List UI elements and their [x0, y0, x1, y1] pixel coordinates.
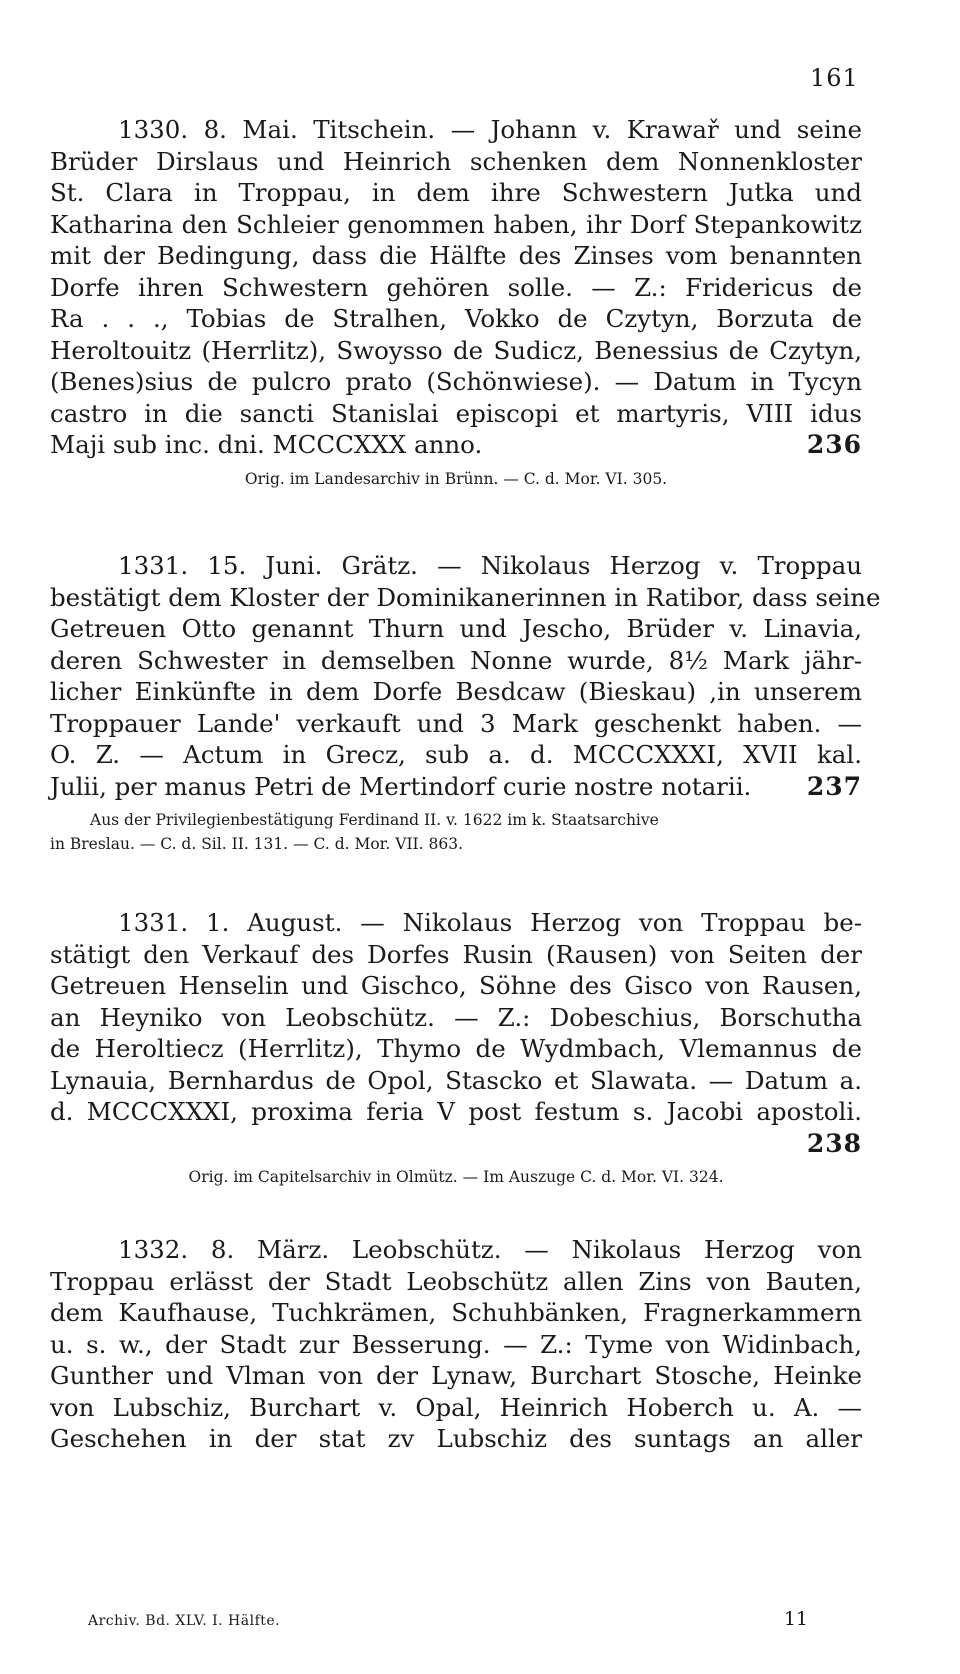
source-note	[50, 808, 862, 856]
text-line: Maji sub inc. dni. MCCCXXX anno.	[50, 430, 483, 459]
entry-text	[50, 1234, 862, 1455]
text-line: Lynauia, Bernhardus de Opol, Stascko et Slawata. — Datum a.	[50, 1065, 862, 1095]
source-note	[50, 1165, 862, 1189]
register-entry-236	[50, 114, 862, 491]
text-line: castro in die sancti Stanislai episcopi et martyris, VIII idus	[50, 398, 862, 428]
text-line: St. Clara in Troppau, in dem ihre Schwestern Jutka und	[50, 178, 862, 207]
text-line: Ra . . ., Tobias de Stralhen, Vokko de Czytyn, Borzuta de	[50, 304, 862, 333]
text-line: 1331. 1. August. — Nikolaus Herzog von Troppau be-	[118, 908, 862, 937]
register-number: 236	[806, 430, 862, 459]
text-line: Troppauer Lande' verkauft und 3 Mark geschenkt haben. —	[50, 708, 862, 738]
register-entry-continuing	[50, 1234, 862, 1455]
text-line: stätigt den Verkauf des Dorfes Rusin (Rausen) von Seiten der	[50, 939, 862, 969]
entry-text	[50, 550, 881, 802]
text-line: Geschehen in der stat zv Lubschiz des suntags an aller	[50, 1424, 862, 1453]
text-line: dem Kaufhause, Tuchkrämen, Schuhbänken, Fragnerkammern	[50, 1298, 862, 1327]
entry-text	[50, 907, 862, 1159]
closing-line	[50, 429, 862, 461]
source-line: Orig. im Landesarchiv in Brünn. — C. d. Mor. VI. 305.	[244, 469, 668, 488]
text-line: Julii, per manus Petri de Mertindorf curie nostre notarii.	[50, 771, 752, 801]
text-line: Gunther und Vlman von der Lynaw, Burchart Stosche, Heinke	[50, 1361, 862, 1390]
text-line: Dorfe ihren Schwestern gehören solle. — Z.: Fridericus de	[50, 272, 862, 302]
page-number: 161	[810, 64, 859, 92]
closing-line	[50, 1128, 862, 1160]
text-line: d. MCCCXXXI, proxima feria V post festum s. Jacobi apostoli.	[50, 1097, 862, 1126]
text-line: u. s. w., der Stadt zur Besserung. — Z.: Tyme von Widinbach,	[50, 1329, 862, 1359]
text-line: mit der Bedingung, dass die Hälfte des Zinses vom benannten	[50, 241, 862, 270]
source-line: Aus der Privilegienbestätigung Ferdinand II. v. 1622 im k. Staatsarchive	[90, 811, 659, 829]
text-line: deren Schwester in demselben Nonne wurde, 8½ Mark jähr-	[50, 645, 862, 675]
text-line: de Heroltiecz (Herrlitz), Thymo de Wydmbach, Vlemannus de	[50, 1034, 862, 1063]
text-line: an Heyniko von Leobschütz. — Z.: Dobeschius, Borschutha	[50, 1002, 862, 1032]
text-line: Katharina den Schleier genommen haben, ihr Dorf Stepankowitz	[50, 209, 862, 239]
text-line: Getreuen Henselin und Gischco, Söhne des Gisco von Rausen,	[50, 971, 862, 1000]
source-line: Orig. im Capitelsarchiv in Olmütz. — Im Auszuge C. d. Mor. VI. 324.	[188, 1168, 724, 1186]
source-line: in Breslau. — C. d. Sil. II. 131. — C. d. Mor. VII. 863.	[50, 835, 464, 853]
page-footer	[88, 1608, 848, 1630]
text-line: Heroltouitz (Herrlitz), Swoysso de Sudicz, Benessius de Czytyn,	[50, 335, 862, 365]
register-entry-238	[50, 907, 862, 1189]
signature-mark: Archiv. Bd. XLV. I. Hälfte.	[88, 1613, 281, 1629]
text-line: O. Z. — Actum in Grecz, sub a. d. MCCCXXXI, XVII kal.	[50, 740, 862, 769]
closing-line	[50, 771, 862, 803]
text-line: Troppau erlässt der Stadt Leobschütz allen Zins von Bauten,	[50, 1266, 862, 1296]
text-line: von Lubschiz, Burchart v. Opal, Heinrich Hoberch u. A. —	[50, 1392, 862, 1422]
register-entry-237	[50, 550, 881, 856]
source-note	[50, 467, 862, 491]
text-line: Getreuen Otto genannt Thurn und Jescho, Brüder v. Linavia,	[50, 614, 862, 643]
text-line: (Benes)sius de pulcro prato (Schönwiese). — Datum in Tycyn	[50, 367, 862, 396]
sheet-number: 11	[783, 1608, 808, 1630]
register-number: 238	[806, 1128, 862, 1158]
text-line: Brüder Dirslaus und Heinrich schenken dem Nonnenkloster	[50, 146, 862, 176]
text-line: bestätigt dem Kloster der Dominikanerinnen in Ratibor, dass seine	[50, 582, 881, 612]
text-line: 1330. 8. Mai. Titschein. — Johann v. Krawař und seine	[118, 115, 862, 144]
text-line: licher Einkünfte in dem Dorfe Besdcaw (Bieskau) ,in unserem	[50, 677, 862, 706]
entry-text	[50, 114, 862, 461]
register-number: 237	[806, 771, 862, 801]
text-line: 1332. 8. März. Leobschütz. — Nikolaus Herzog von	[118, 1235, 862, 1264]
text-line: 1331. 15. Juni. Grätz. — Nikolaus Herzog v. Troppau	[118, 551, 862, 580]
